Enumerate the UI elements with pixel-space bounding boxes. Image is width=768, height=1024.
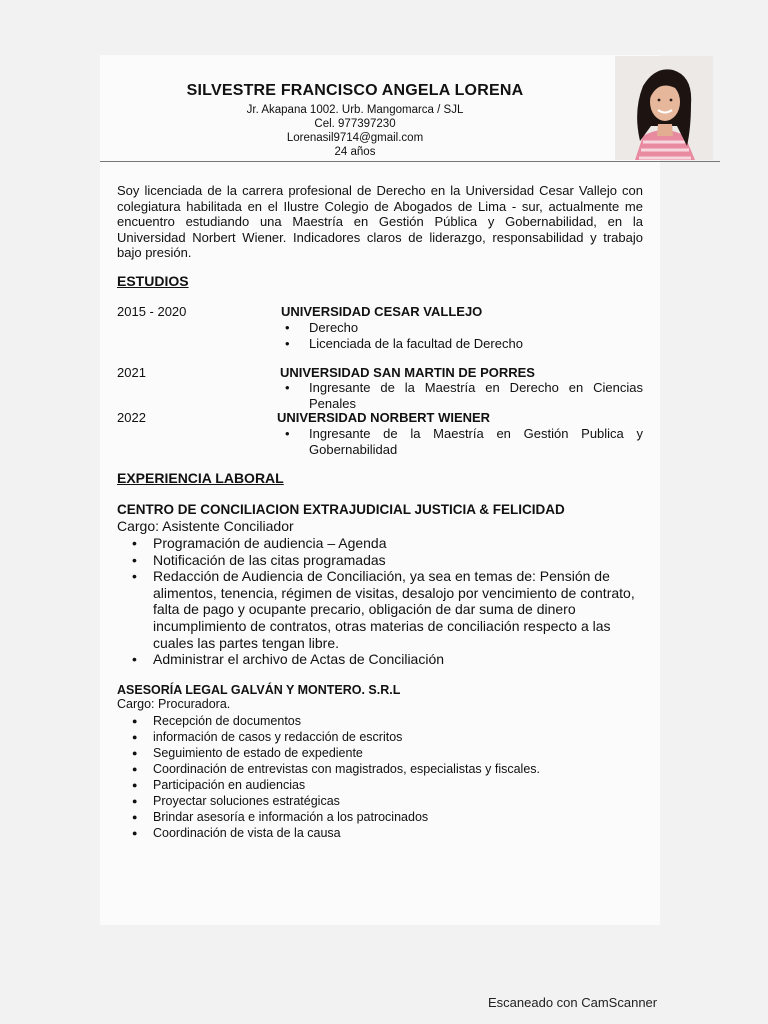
section-title-studies: ESTUDIOS [117, 273, 189, 289]
candidate-name: SILVESTRE FRANCISCO ANGELA LORENA [186, 82, 524, 99]
phone: Cel. 977397230 [314, 118, 396, 130]
study-item: • Licenciada de la facultad de Derecho [285, 336, 643, 352]
job-duty: ● Recepción de documentos [132, 713, 647, 729]
job-duty: ● Coordinación de vista de la causa [132, 825, 647, 841]
email: Lorenasil9714@gmail.com [286, 132, 424, 144]
profile-summary: Soy licenciada de la carrera profesional de Derecho en la Universidad Cesar Vallejo con colegiatura habilitada en el Ilustre Colegio de Abogados de Lima - sur, actualmente me encuentro estudiando una Maestría en Gestión Pública y Gobernabilidad, en la Universidad Norbert Wiener. Indicadores claros de liderazgo, responsabilidad y trabajo bajo presión. [117, 183, 643, 260]
job-duty: ● Coordinación de entrevistas con magistrados, especialistas y fiscales. [132, 761, 647, 777]
job-company: CENTRO DE CONCILIACION EXTRAJUDICIAL JUSTICIA & FELICIDAD [117, 502, 565, 517]
study-year: 2021 [117, 365, 146, 380]
job-duty: • Administrar el archivo de Actas de Conciliación [132, 651, 647, 668]
study-institution: UNIVERSIDAD CESAR VALLEJO [281, 304, 483, 319]
study-year: 2022 [117, 410, 146, 425]
cv-header [100, 82, 610, 159]
job-company: ASESORÍA LEGAL GALVÁN Y MONTERO. S.R.L [117, 683, 401, 697]
job-duties [132, 535, 647, 668]
study-items [285, 426, 643, 457]
study-items [285, 380, 643, 411]
header-divider [100, 161, 720, 162]
section-title-experience: EXPERIENCIA LABORAL [117, 470, 284, 486]
job-duty: ● Participación en audiencias [132, 777, 647, 793]
job-role: Cargo: Asistente Conciliador [117, 518, 294, 534]
address: Jr. Akapana 1002. Urb. Mangomarca / SJL [246, 104, 464, 116]
job-duty: • Notificación de las citas programadas [132, 552, 647, 569]
portrait-illustration [615, 56, 713, 160]
study-institution: UNIVERSIDAD SAN MARTIN DE PORRES [280, 365, 535, 380]
study-item: • Ingresante de la Maestría en Derecho en Ciencias Penales [285, 380, 643, 411]
job-duty: ● Proyectar soluciones estratégicas [132, 793, 647, 809]
study-institution: UNIVERSIDAD NORBERT WIENER [277, 410, 491, 425]
job-role: Cargo: Procuradora. [117, 697, 231, 711]
age: 24 años [334, 146, 376, 158]
study-item: • Ingresante de la Maestría en Gestión Publica y Gobernabilidad [285, 426, 643, 457]
job-duty: • Redacción de Audiencia de Conciliación, ya sea en temas de: Pensión de alimentos, tenencia, régimen de visitas, desalojo por vencimiento de contrato, falta de pago y ocupante precario, obligación de dar suma de dinero incumplimiento de contratos, otras materias de conciliación respecto a las cuales las partes tengan libre. [132, 568, 647, 651]
profile-photo [615, 56, 713, 160]
study-item: • Derecho [285, 320, 643, 336]
study-year: 2015 - 2020 [117, 304, 187, 319]
job-duties [132, 713, 647, 841]
job-duty: • Programación de audiencia – Agenda [132, 535, 647, 552]
job-duty: ● Brindar asesoría e información a los patrocinados [132, 809, 647, 825]
job-duty: ● Seguimiento de estado de expediente [132, 745, 647, 761]
job-duty: ● información de casos y redacción de escritos [132, 729, 647, 745]
scanner-watermark: Escaneado con CamScanner [488, 995, 658, 1010]
study-items [285, 320, 643, 351]
